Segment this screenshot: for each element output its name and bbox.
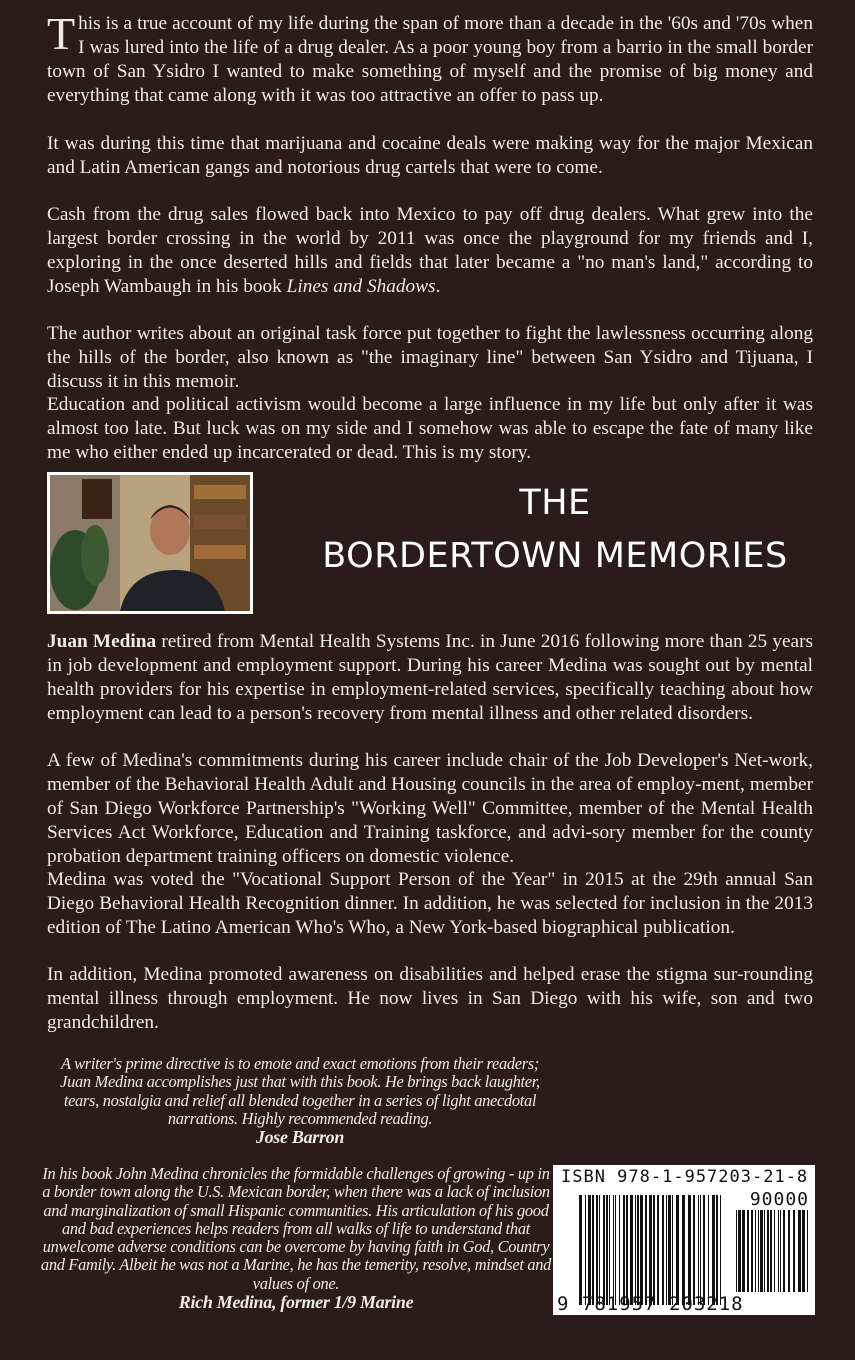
barcode-bar: [599, 1195, 600, 1305]
barcode-bar: [788, 1210, 790, 1292]
addon-barcode-bars: [736, 1210, 808, 1292]
barcode-bar: [798, 1210, 801, 1292]
blurb-text: Cash from the drug sales flowed back into Mexico to pay off drug dealers. What grew into the largest border crossing in the world by 2011 was once the playground for my friends and I, exploring in the once deserted hills and fields that later became a "no man's land," according to Joseph Wambaugh in his book: [47, 204, 813, 297]
barcode-bar: [703, 1195, 705, 1305]
barcode-bar: [783, 1210, 785, 1292]
barcode-bar: [700, 1195, 701, 1305]
barcode-bar: [623, 1195, 625, 1305]
barcode-bar: [613, 1195, 614, 1305]
book-title: Lines and Shadows: [286, 276, 436, 297]
barcode-bar: [708, 1195, 709, 1305]
barcode-bar: [742, 1210, 745, 1292]
barcode-bar: [603, 1195, 605, 1305]
barcode-bar: [716, 1195, 718, 1305]
barcode-bar: [619, 1195, 620, 1305]
barcode-bar: [645, 1195, 647, 1305]
barcode-bar: [676, 1195, 679, 1305]
bio-text: retired from Mental Health Systems Inc. in June 2016 following more than 25 years in job development and employment support. During his career Medina was sought out by mental health providers for his expertise in employment-related services, specifically teaching about how employment can lead to a person's recovery from mental illness and other related disorders.: [47, 631, 813, 724]
quote-author: Jose Barron: [255, 1127, 345, 1148]
barcode-bar: [720, 1195, 721, 1305]
bio-paragraph-2: A few of Medina's commitments during his career include chair of the Job Developer's Net-work, member of the Behavioral Health Adult and Housing councils in the area of employ-ment, member of San Diego Workforce Partnership's "Working Well" Committee, member of the Mental Health Services Act Workforce, Education and Training taskforce, and advi-sory member for the county probation department training officers on domestic violence.: [47, 750, 813, 867]
barcode-bar: [747, 1210, 749, 1292]
author-name: Juan Medina: [47, 631, 157, 652]
barcode-bar: [609, 1195, 610, 1305]
barcode-bar: [635, 1195, 636, 1305]
isbn-barcode: [553, 1165, 815, 1315]
barcode-bar: [615, 1195, 616, 1305]
blurb-paragraph-3: [47, 203, 813, 299]
barcode-bar: [770, 1210, 772, 1292]
quote-text: A writer's prime directive is to emote and exact emotions from their readers; Juan Medina accomplishes just that with this book. He brings back laughter, tears, nostalgia and relief all blended together in a series of light anecdotal narrations. Highly recommended reading.: [60, 1054, 540, 1128]
review-quote-2: [40, 1165, 552, 1311]
barcode-bar: [668, 1195, 671, 1305]
barcode-bar: [693, 1195, 695, 1305]
barcode-bar: [606, 1195, 608, 1305]
blurb-text: his is a true account of my life during the span of more than a decade in the '60s and '70s when I was lured into the life of a drug dealer. As a poor young boy from a barrio in the small border town of San Ysidro I wanted to make something of myself and the promise of big money and everything that came along with it was too attractive an offer to pass up.: [47, 13, 813, 106]
barcode-bar: [764, 1210, 765, 1292]
barcode-bar: [649, 1195, 652, 1305]
barcode-bar: [774, 1210, 775, 1292]
barcode-bar: [630, 1195, 633, 1305]
ean-digits: 9 781957 203218: [557, 1293, 744, 1315]
barcode-bar: [802, 1210, 805, 1292]
barcode-bar: [596, 1195, 598, 1305]
blurb-paragraph-5: Education and political activism would become a large influence in my life but only after it was almost too late. But luck was on my side and I somehow was able to escape the fate of many like me who either ended up incarcerated or dead. This is my story.: [47, 394, 813, 463]
barcode-bar: [588, 1195, 591, 1305]
quote-author: Rich Medina, former 1/9 Marine: [178, 1292, 414, 1313]
barcode-bar: [736, 1210, 737, 1292]
drop-cap: T: [47, 8, 76, 59]
blurb-paragraph-4: The author writes about an original task force put together to fight the lawlessness occurring along the hills of the border, also known as "the imaginary line" between San Ysidro and Tijuana, I discuss it in this memoir.: [47, 323, 813, 392]
barcode-bars: [579, 1195, 724, 1305]
barcode-bar: [662, 1195, 664, 1305]
barcode-bar: [738, 1210, 741, 1292]
barcode-bar: [758, 1210, 759, 1292]
quote-text: In his book John Medina chronicles the formidable challenges of growing - up in a border town along the U.S. Mexican border, when there was a lack of inclusion and marginalization of small Hispanic communities. His articulation of his good and bad experiences helps readers from all walks of life to understand that unwelcome adverse conditions can be overcome by having faith in God, Country and Family. Albeit he was not a Marine, he has the temerity, resolve, mindset and values of one.: [40, 1164, 552, 1293]
book-title-line-1: THE: [519, 483, 591, 523]
price-addon-label: 90000: [749, 1189, 809, 1210]
review-quote-1: [55, 1055, 545, 1146]
barcode-bar: [793, 1210, 795, 1292]
barcode-bar: [592, 1195, 594, 1305]
barcode-bar: [778, 1210, 779, 1292]
barcode-bar: [666, 1195, 667, 1305]
barcode-bar: [712, 1195, 715, 1305]
barcode-bar: [780, 1210, 781, 1292]
barcode-bar: [657, 1195, 659, 1305]
barcode-bar: [688, 1195, 691, 1305]
barcode-bar: [626, 1195, 628, 1305]
barcode-bar: [807, 1210, 808, 1292]
book-title-line-2: BORDERTOWN MEMORIES: [322, 536, 788, 576]
barcode-bar: [579, 1195, 582, 1305]
bio-paragraph-4: In addition, Medina promoted awareness on disabilities and helped erase the stigma sur-rounding mental illness through employment. He now lives in San Diego with his wife, son and two grandchildren.: [47, 964, 813, 1033]
isbn-label: ISBN 978-1-957203-21-8: [561, 1167, 809, 1187]
barcode-bar: [682, 1195, 685, 1305]
blurb-text: .: [435, 276, 441, 297]
barcode-bar: [585, 1195, 586, 1305]
barcode-bar: [640, 1195, 643, 1305]
bio-paragraph-3: Medina was voted the "Vocational Support Person of the Year" in 2015 at the 29th annual San Diego Behavioral Health Recognition dinner. In addition, he was selected for inclusion in the 2013 edition of The Latino American Who's Who, a New York-based biographical publication.: [47, 869, 813, 938]
bio-paragraph-1: [47, 630, 813, 726]
barcode-bar: [672, 1195, 673, 1305]
barcode-bar: [767, 1210, 769, 1292]
barcode-bar: [637, 1195, 639, 1305]
barcode-bar: [751, 1210, 753, 1292]
barcode-bar: [760, 1210, 763, 1292]
author-photo: [47, 472, 253, 614]
blurb-paragraph-1: [47, 8, 813, 108]
barcode-bar: [653, 1195, 655, 1305]
blurb-paragraph-2: It was during this time that marijuana and cocaine deals were making way for the major Mexican and Latin American gangs and notorious drug cartels that were to come.: [47, 133, 813, 178]
barcode-bar: [755, 1210, 756, 1292]
barcode-bar: [698, 1195, 699, 1305]
